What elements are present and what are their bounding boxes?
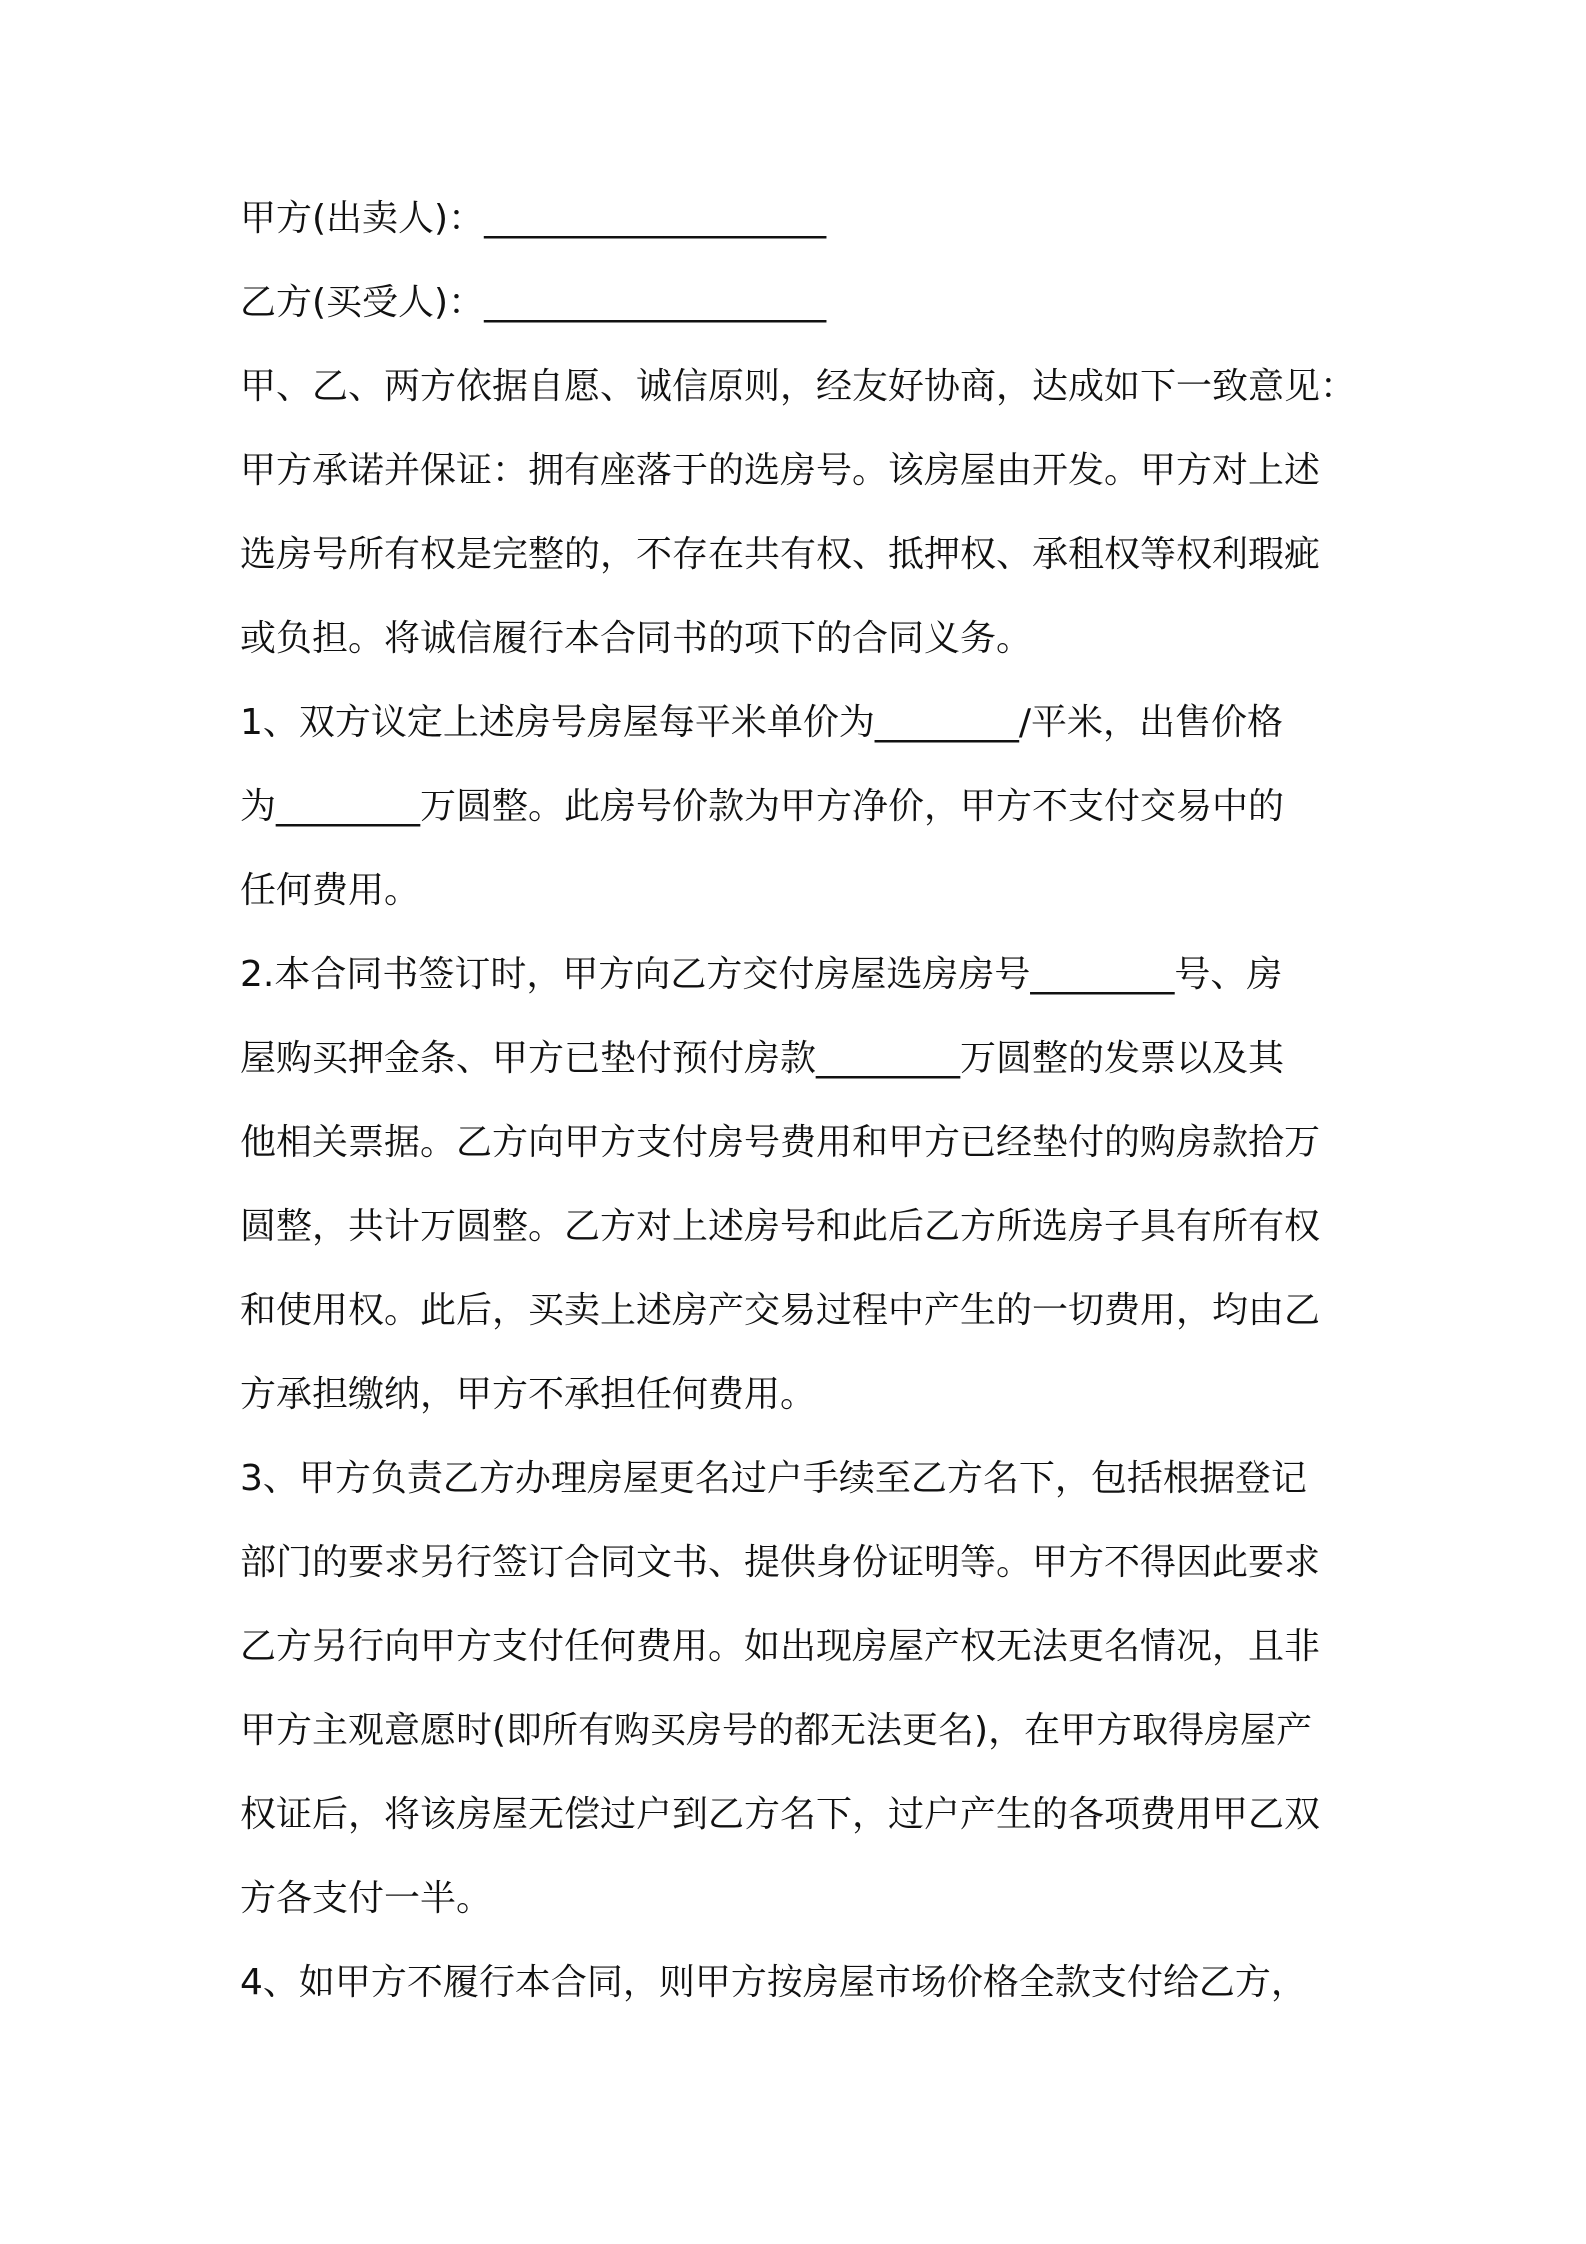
- clause-3-line-4: 甲方主观意愿时(即所有购买房号的都无法更名)，在甲方取得房屋产: [240, 1710, 1313, 1751]
- clause-1-line-1: 1、双方议定上述房号房屋每平米单价为________/平米，出售价格: [240, 702, 1284, 743]
- clause-1-line-3: 任何费用。: [240, 870, 421, 911]
- clause-4-line-1: 4、如甲方不履行本合同，则甲方按房屋市场价格全款支付给乙方，: [240, 1962, 1307, 2003]
- clause-3-line-1: 3、甲方负责乙方办理房屋更名过户手续至乙方名下，包括根据登记: [240, 1458, 1307, 1499]
- clause-2-line-6: 方承担缴纳，甲方不承担任何费用。: [240, 1374, 817, 1415]
- clause-3-line-3: 乙方另行向甲方支付任何费用。如出现房屋产权无法更名情况，且非: [240, 1626, 1321, 1667]
- guarantee-line-2: 选房号所有权是完整的，不存在共有权、抵押权、承租权等权利瑕疵: [240, 534, 1321, 575]
- contract-page: [240, 198, 1360, 2004]
- clause-2-line-4: 圆整，共计万圆整。乙方对上述房号和此后乙方所选房子具有所有权: [240, 1206, 1321, 1247]
- guarantee-line-1: 甲方承诺并保证：拥有座落于的选房号。该房屋由开发。甲方对上述: [240, 450, 1321, 491]
- clause-1-line-2: 为________万圆整。此房号价款为甲方净价，甲方不支付交易中的: [240, 786, 1285, 827]
- clause-3-line-2: 部门的要求另行签订合同文书、提供身份证明等。甲方不得因此要求: [240, 1542, 1321, 1583]
- clause-3-line-6: 方各支付一半。: [240, 1878, 493, 1919]
- clause-2-line-5: 和使用权。此后，买卖上述房产交易过程中产生的一切费用，均由乙: [240, 1290, 1321, 1331]
- clause-2-line-3: 他相关票据。乙方向甲方支付房号费用和甲方已经垫付的购房款拾万: [240, 1122, 1321, 1163]
- agreement-intro-line: 甲、乙、两方依据自愿、诚信原则，经友好协商，达成如下一致意见：: [240, 366, 1357, 407]
- clause-2-line-2: 屋购买押金条、甲方已垫付预付房款________万圆整的发票以及其: [240, 1038, 1285, 1079]
- seller-line: 甲方(出卖人)：___________________: [240, 198, 827, 239]
- buyer-line: 乙方(买受人)：___________________: [240, 282, 827, 323]
- clause-2-line-1: 2.本合同书签订时，甲方向乙方交付房屋选房房号________号、房: [240, 954, 1283, 995]
- clause-3-line-5: 权证后，将该房屋无偿过户到乙方名下，过户产生的各项费用甲乙双: [240, 1794, 1321, 1835]
- guarantee-line-3: 或负担。将诚信履行本合同书的项下的合同义务。: [240, 618, 1033, 659]
